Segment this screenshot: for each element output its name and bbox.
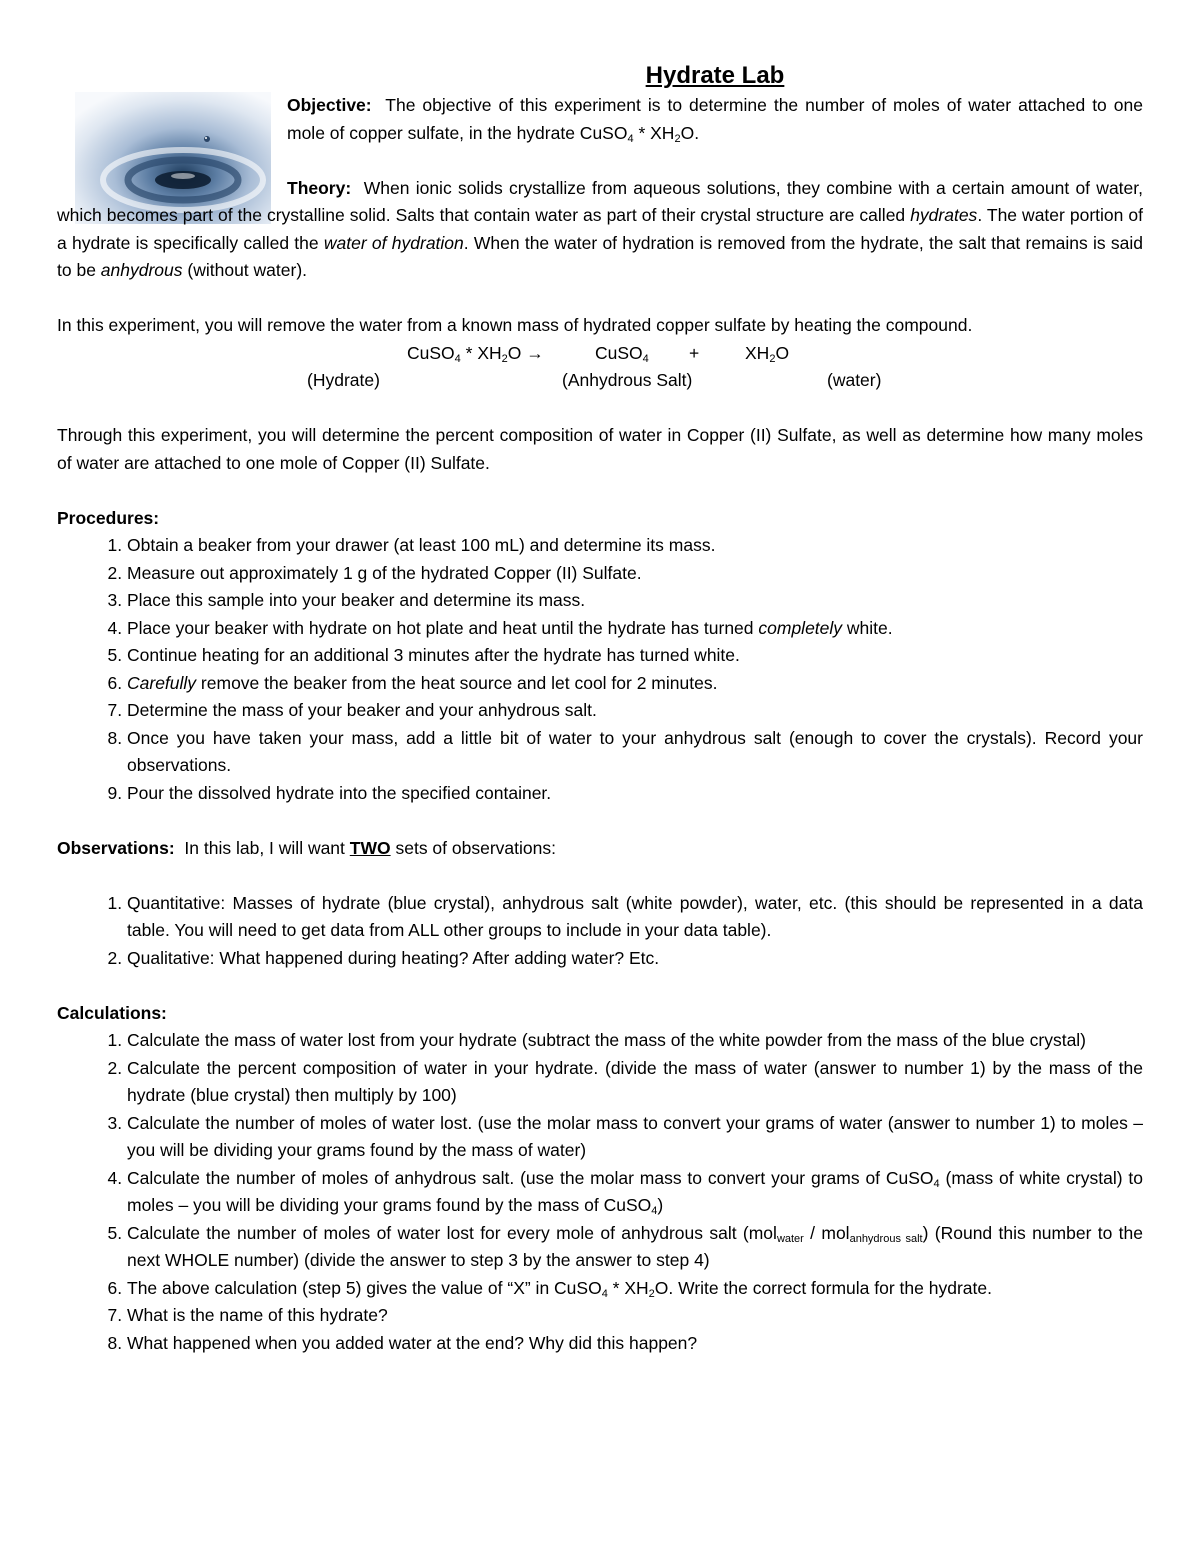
arrow-icon: →: [526, 342, 544, 363]
equation-product-water: $XH_2O$: [745, 342, 790, 365]
calculation-item: 3. Calculate the number of moles of water lost. (use the molar mass to convert your grams of water (answer to number 1) to moles – you will be dividing your grams found by the mass of water): [127, 1110, 1143, 1165]
theory-paragraph: Theory: When ionic solids crystallize from aqueous solutions, they combine with a certain amount of water, which becomes part of the crystalline solid. Salts that contain water as part of their crystal structure are called hydrates. The water portion of a hydrate is specifically called the water of hydration. When the water of hydration is removed from the hydrate, the salt that remains is said to be anhydrous (without water).: [57, 177, 1144, 280]
calculations-list: [57, 1027, 1143, 1357]
procedure-step: 8. Once you have taken your mass, add a little bit of water to your anhydrous salt (enough to cover the crystals). Record your observations.: [127, 725, 1143, 780]
document-page: [57, 60, 1143, 1357]
procedure-step: 1. Obtain a beaker from your drawer (at least 100 mL) and determine its mass.: [127, 532, 1143, 560]
calculations-heading: Calculations:: [57, 1002, 167, 1023]
procedure-step: 9. Pour the dissolved hydrate into the specified container.: [127, 780, 1143, 808]
procedure-step: 3. Place this sample into your beaker and determine its mass.: [127, 587, 1143, 615]
procedure-step: 5. Continue heating for an additional 3 minutes after the hydrate has turned white.: [127, 642, 1143, 670]
page-title: Hydrate Lab: [645, 62, 785, 89]
procedure-step: 4. Place your beaker with hydrate on hot plate and heat until the hydrate has turned completely white.: [127, 615, 1143, 643]
equation-plus: +: [689, 342, 700, 363]
observations-heading: Observations:: [57, 837, 175, 858]
calculation-item: 1. Calculate the mass of water lost from your hydrate (subtract the mass of the white powder from the mass of the blue crystal): [127, 1027, 1143, 1055]
label-hydrate: (Hydrate): [307, 370, 380, 390]
calculation-item: 7. What is the name of this hydrate?: [127, 1302, 1143, 1330]
label-water: (water): [827, 370, 882, 390]
observations-list: [57, 890, 1143, 973]
calculation-item: 8. What happened when you added water at the end? Why did this happen?: [127, 1330, 1143, 1358]
calculation-item: 2. Calculate the percent composition of water in your hydrate. (divide the mass of water (answer to number 1) by the mass of the hydrate (blue crystal) then multiply by 100): [127, 1055, 1143, 1110]
reaction-equation: [57, 340, 1143, 395]
objective-label: Objective:: [287, 95, 372, 115]
equation-reactant: CuSO$_4$ * $XH_2O$ →: [407, 342, 544, 365]
procedure-step: 7. Determine the mass of your beaker and your anhydrous salt.: [127, 697, 1143, 725]
observation-item: 2. Qualitative: What happened during heating? After adding water? Etc.: [127, 945, 1143, 973]
calculation-item: 4. Calculate the number of moles of anhydrous salt. (use the molar mass to convert your grams of CuSO$_4$ (mass of white crystal) to moles – you will be dividing your grams found by the mass of CuSO$_4$): [127, 1165, 1143, 1220]
theory-label: Theory:: [287, 177, 352, 198]
calculation-item: 6. The above calculation (step 5) gives the value of “X” in CuSO$_4$ * $XH_2O$. Write the correct formula for the hydrate.: [127, 1275, 1143, 1303]
procedures-list: [57, 532, 1143, 807]
procedure-step: 2. Measure out approximately 1 g of the hydrated Copper (II) Sulfate.: [127, 560, 1143, 588]
through-paragraph: Through this experiment, you will determine the percent composition of water in Copper (II) Sulfate, as well as determine how many moles of water are attached to one mole of Copper (II) Sulfate.: [57, 425, 1143, 473]
calculation-item: 5. Calculate the number of moles of water lost for every mole of anhydrous salt (mol$_{water}$ / mol$_{anhydrous salt}$) (Round this number to the next WHOLE number) (divide the answer to step 3 by the answer to step 4): [127, 1220, 1143, 1275]
label-anhydrous-salt: (Anhydrous Salt): [562, 370, 693, 390]
procedures-heading: Procedures:: [57, 507, 160, 528]
observation-item: 1. Quantitative: Masses of hydrate (blue crystal), anhydrous salt (white powder), water, etc. (this should be represented in a data table. You will need to get data from ALL other groups to include in your data table).: [127, 890, 1143, 945]
experiment-intro: In this experiment, you will remove the water from a known mass of hydrated copper sulfate by heating the compound.: [57, 315, 973, 335]
objective-paragraph: Objective: The objective of this experiment is to determine the number of moles of water attached to one mole of copper sulfate, in the hydrate CuSO$_4$ * $XH_2O$.: [287, 95, 1143, 145]
equation-product-salt: CuSO$_4$: [595, 342, 649, 365]
procedure-step: 6. Carefully remove the beaker from the heat source and let cool for 2 minutes.: [127, 670, 1143, 698]
observations-intro: Observations: In this lab, I will want TWO sets of observations:: [57, 837, 556, 858]
